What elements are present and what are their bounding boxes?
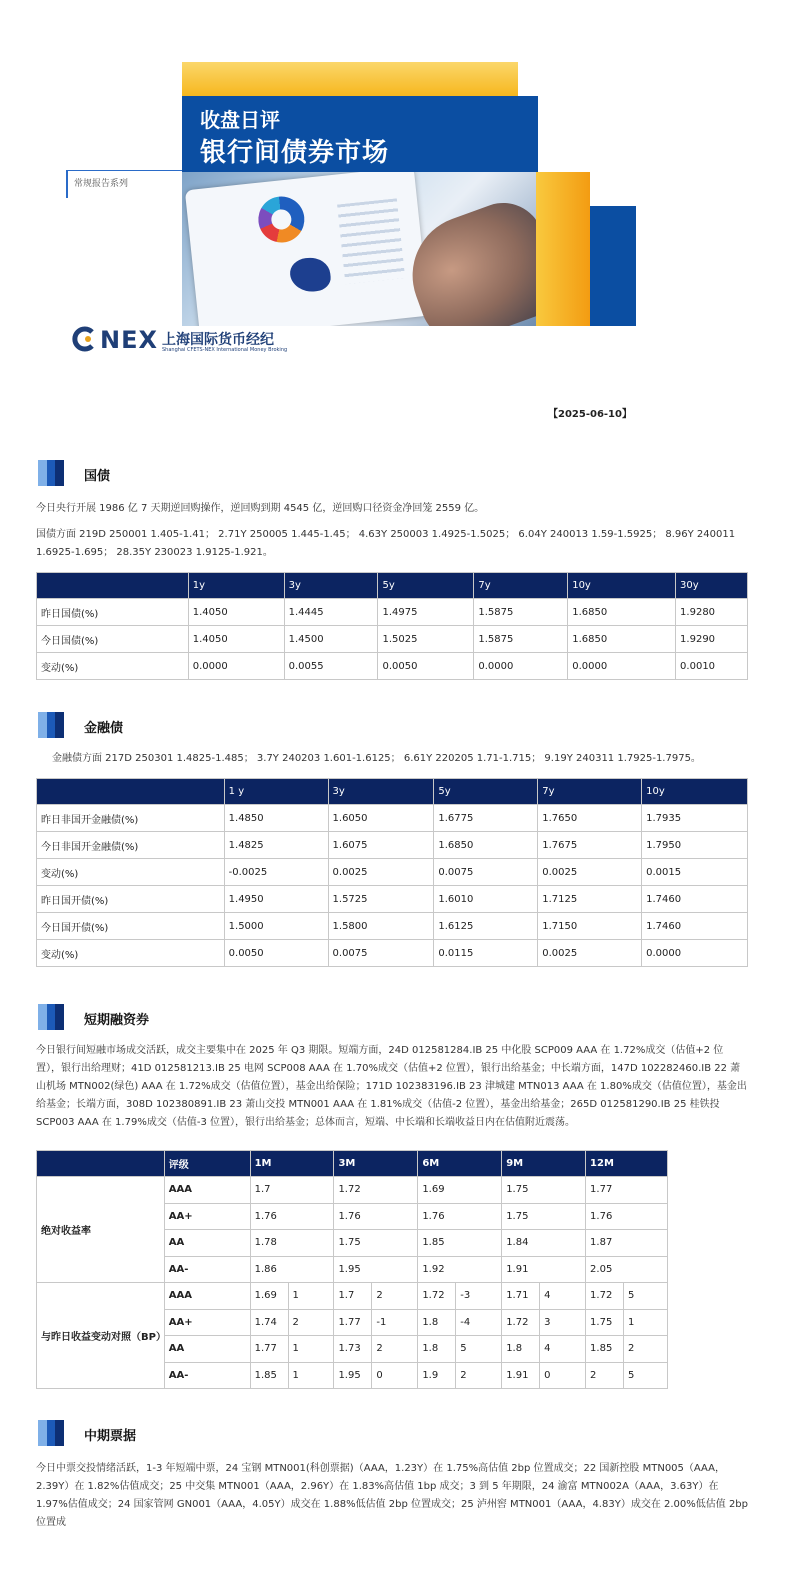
table-cell: 1.76: [586, 1203, 668, 1230]
cover-title: 收盘日评: [200, 108, 280, 132]
table-cell: 1.5725: [328, 886, 434, 913]
row-group-label: 绝对收益率: [37, 1177, 165, 1283]
table-cell: -4: [456, 1309, 502, 1336]
table-header-cell: [37, 779, 225, 805]
table-cell: 0: [372, 1362, 418, 1389]
table-cell: 1.76: [334, 1203, 418, 1230]
table-cell: 1.75: [586, 1309, 624, 1336]
table-cell: 1: [288, 1283, 334, 1310]
row-group-label: 与昨日收益变动对照（BP）: [37, 1283, 165, 1389]
short-table: [36, 1150, 668, 1389]
table-cell: 1.71: [502, 1283, 540, 1310]
table-cell: 1.5800: [328, 913, 434, 940]
cover-photo: [182, 172, 536, 326]
table-cell: 1.6850: [434, 832, 538, 859]
tablet-illustration: [185, 172, 429, 326]
table-cell: 0.0075: [328, 940, 434, 967]
table-row: [37, 832, 748, 859]
table-row: [37, 653, 748, 680]
table-cell: AA-: [164, 1256, 250, 1283]
table-cell: 5: [456, 1336, 502, 1363]
table-cell: AAA: [164, 1177, 250, 1204]
table-cell: 1.77: [586, 1177, 668, 1204]
table-cell: AA-: [164, 1362, 250, 1389]
table-cell: 1.9: [418, 1362, 456, 1389]
table-cell: 0.0000: [568, 653, 676, 680]
table-header-cell: 1M: [250, 1151, 334, 1177]
table-cell: 0.0010: [676, 653, 748, 680]
section-title: 短期融资券: [84, 1013, 150, 1028]
table-cell: 1.7125: [538, 886, 642, 913]
table-cell: 2.05: [586, 1256, 668, 1283]
mid-paragraph-1: 今日中票交投情绪活跃，1-3 年短端中票，24 宝钢 MTN001(科创票据)（AAA，1.23Y）在 1.75%高估值 2bp 位置成交；22 国新控股 MTN005（AAA，2.39Y）在 1.82%估值成交；25 中交集 MTN001（AAA，2.96Y）在 1.83%高估值 1bp 成交；3 到 5 年期限，24 渝富 MTN002A（AAA，3.63Y）在 1.97%估值成交；24 国家管网 GN001（AAA，4.05Y）成交在 1.88%低估值 2bp 位置成交；25 泸州窖 MTN001（AAA，4.83Y）成交在 2.00%低估值 2bp 位置成: [36, 1463, 749, 1528]
table-cell: AAA: [164, 1283, 250, 1310]
table-cell: AA: [164, 1336, 250, 1363]
logo-mark-icon: [72, 326, 98, 352]
table-cell: 1.5875: [474, 599, 568, 626]
table-header-cell: 3y: [284, 573, 378, 599]
table-cell: 1.75: [502, 1203, 586, 1230]
table-cell: 0.0025: [538, 859, 642, 886]
logo-chinese-name: 上海国际货币经纪: [162, 332, 274, 348]
logo-english-name: Shanghai CFETS-NEX International Money Broking: [162, 347, 288, 353]
table-cell: 4: [540, 1283, 586, 1310]
table-cell: 变动(%): [37, 653, 189, 680]
table-header-cell: 30y: [676, 573, 748, 599]
table-cell: -3: [456, 1283, 502, 1310]
table-cell: 0.0015: [642, 859, 748, 886]
table-cell: 1.87: [586, 1230, 668, 1257]
table-cell: 5: [624, 1283, 668, 1310]
table-cell: 1.73: [334, 1336, 372, 1363]
map-icon: [289, 256, 332, 294]
table-header-cell: 7y: [538, 779, 642, 805]
table-cell: 1.7: [250, 1177, 334, 1204]
table-cell: 3: [540, 1309, 586, 1336]
section-bars-icon: [38, 460, 64, 486]
table-cell: 今日国开债(%): [37, 913, 225, 940]
table-header-cell: [37, 573, 189, 599]
table-cell: 1.84: [502, 1230, 586, 1257]
table-cell: 1.85: [250, 1362, 288, 1389]
table-header-cell: 5y: [378, 573, 474, 599]
table-cell: 1.69: [418, 1177, 502, 1204]
table-cell: 1.5875: [474, 626, 568, 653]
table-cell: 1: [288, 1336, 334, 1363]
table-cell: 1.74: [250, 1309, 288, 1336]
table-cell: 0.0025: [328, 859, 434, 886]
table-cell: 1.6850: [568, 599, 676, 626]
table-cell: 1.8: [418, 1336, 456, 1363]
table-cell: 1.7460: [642, 913, 748, 940]
table-row: [37, 805, 748, 832]
divider: [66, 170, 68, 198]
table-header-cell: 1y: [188, 573, 284, 599]
table-cell: 2: [586, 1362, 624, 1389]
table-cell: 1.8: [418, 1309, 456, 1336]
table-cell: 1.5025: [378, 626, 474, 653]
table-cell: 1.9290: [676, 626, 748, 653]
table-cell: 1.7: [334, 1283, 372, 1310]
table-cell: 1.4445: [284, 599, 378, 626]
section-title: 国债: [84, 469, 111, 484]
table-cell: 变动(%): [37, 940, 225, 967]
table-cell: 1.4050: [188, 599, 284, 626]
table-cell: 1.75: [334, 1230, 418, 1257]
table-cell: 0.0000: [188, 653, 284, 680]
table-cell: AA: [164, 1230, 250, 1257]
table-cell: 昨日国开债(%): [37, 886, 225, 913]
dashboard-lines-icon: [337, 198, 405, 284]
fin-paragraph-1: 金融债方面 217D 250301 1.4825-1.485； 3.7Y 240203 1.601-1.6125； 6.61Y 220205 1.71-1.715； 9.19Y 240311 1.7925-1.7975。: [52, 753, 701, 764]
table-cell: 1.6850: [568, 626, 676, 653]
table-cell: 1.9280: [676, 599, 748, 626]
table-header-cell: 10y: [568, 573, 676, 599]
table-cell: 1.95: [334, 1256, 418, 1283]
section-bars-icon: [38, 1004, 64, 1030]
table-cell: 1.76: [418, 1203, 502, 1230]
table-cell: 变动(%): [37, 859, 225, 886]
table-cell: 1.6010: [434, 886, 538, 913]
table-row: [37, 886, 748, 913]
table-row: [37, 913, 748, 940]
table-cell: 1.4975: [378, 599, 474, 626]
section-bars-icon: [38, 712, 64, 738]
cover-decoration-blue-right: [590, 206, 636, 326]
table-cell: 1: [624, 1309, 668, 1336]
table-cell: 1.6075: [328, 832, 434, 859]
table-cell: 1.78: [250, 1230, 334, 1257]
table-cell: 1.72: [418, 1283, 456, 1310]
table-cell: 1.91: [502, 1256, 586, 1283]
report-date: 【2025-06-10】: [548, 409, 632, 420]
gov-paragraph-2: 国债方面 219D 250001 1.405-1.41； 2.71Y 250005 1.445-1.45； 4.63Y 250003 1.4925-1.5025； 6.04Y 240013 1.59-1.5925； 8.96Y 240011 1.6925-1.695； 28.35Y 230023 1.9125-1.921。: [36, 529, 736, 558]
table-cell: 1.7675: [538, 832, 642, 859]
table-cell: 1.72: [586, 1283, 624, 1310]
table-header-cell: 10y: [642, 779, 748, 805]
series-label: 常规报告系列: [74, 179, 129, 189]
table-cell: 1.75: [502, 1177, 586, 1204]
section-bars-icon: [38, 1420, 64, 1446]
gov-table: [36, 572, 748, 680]
short-paragraph-1: 今日银行间短融市场成交活跃，成交主要集中在 2025 年 Q3 期限。短端方面，24D 012581284.IB 25 中化股 SCP009 AAA 在 1.72%成交（估值+2 位置），银行出给理财；41D 012581213.IB 25 电网 SCP008 AAA 在 1.70%成交（估值+2 位置），银行出给基金；中长端方面，147D 102282460.IB 22 萧山机场 MTN002(绿色) AAA 在 1.72%成交（估值位置），基金出给保险；171D 102383196.IB 23 津城建 MTN013 AAA 在 1.80%成交（估值位置），基金出给基金；长端方面，308D 102380891.IB 23 萧山交投 MTN001 AAA 在 1.81%成交（估值-2 位置），基金出给基金；265D 012581290.IB 25 桂铁投 SCP003 AAA 在 1.79%成交（估值-3 位置），银行出给基金；总体而言，短端、中长端和长端收益日内在估值附近震荡。: [36, 1045, 747, 1128]
table-cell: 0.0000: [642, 940, 748, 967]
table-header-cell: 5y: [434, 779, 538, 805]
table-header-cell: 7y: [474, 573, 568, 599]
table-row: [37, 626, 748, 653]
table-cell: 0.0075: [434, 859, 538, 886]
table-cell: 0.0055: [284, 653, 378, 680]
table-cell: 1.4500: [284, 626, 378, 653]
table-cell: 1.7650: [538, 805, 642, 832]
table-cell: AA+: [164, 1309, 250, 1336]
table-row: [37, 1177, 668, 1204]
table-cell: 1.6775: [434, 805, 538, 832]
table-cell: 1.7150: [538, 913, 642, 940]
table-cell: 1.7935: [642, 805, 748, 832]
table-cell: 1.6125: [434, 913, 538, 940]
table-row: [37, 599, 748, 626]
table-cell: 1.4850: [224, 805, 328, 832]
table-cell: 1.5000: [224, 913, 328, 940]
table-cell: 0.0050: [224, 940, 328, 967]
gov-paragraph-1: 今日央行开展 1986 亿 7 天期逆回购操作，逆回购到期 4545 亿，逆回购口径资金净回笼 2559 亿。: [36, 503, 485, 514]
table-header-cell: 3y: [328, 779, 434, 805]
table-header-cell: 12M: [586, 1151, 668, 1177]
table-cell: 1.72: [334, 1177, 418, 1204]
report-cover: [0, 0, 792, 360]
cover-subtitle: 银行间债券市场: [200, 138, 390, 168]
table-cell: 今日非国开金融债(%): [37, 832, 225, 859]
table-cell: 1.7460: [642, 886, 748, 913]
table-cell: 1.6050: [328, 805, 434, 832]
table-cell: 昨日非国开金融债(%): [37, 805, 225, 832]
table-cell: 0.0000: [474, 653, 568, 680]
table-cell: 1.7950: [642, 832, 748, 859]
table-row: [37, 940, 748, 967]
table-cell: 1.86: [250, 1256, 334, 1283]
table-cell: 1.72: [502, 1309, 540, 1336]
table-header-cell: 6M: [418, 1151, 502, 1177]
table-cell: -1: [372, 1309, 418, 1336]
cover-decoration-yellow-right: [536, 172, 590, 326]
table-row: [37, 1283, 668, 1310]
table-header-cell: [37, 1151, 165, 1177]
table-cell: 0.0025: [538, 940, 642, 967]
table-cell: AA+: [164, 1203, 250, 1230]
table-header-row: [37, 779, 748, 805]
table-cell: 1.4050: [188, 626, 284, 653]
table-cell: 2: [288, 1309, 334, 1336]
table-header-cell: 1 y: [224, 779, 328, 805]
table-header-cell: 评级: [164, 1151, 250, 1177]
table-header-cell: 9M: [502, 1151, 586, 1177]
table-cell: 0.0115: [434, 940, 538, 967]
table-cell: 2: [624, 1336, 668, 1363]
table-header-row: [37, 1151, 668, 1177]
table-cell: 1.92: [418, 1256, 502, 1283]
table-cell: 1.4825: [224, 832, 328, 859]
table-cell: 1.95: [334, 1362, 372, 1389]
table-cell: 1.8: [502, 1336, 540, 1363]
table-header-cell: 3M: [334, 1151, 418, 1177]
divider: [66, 170, 182, 171]
table-cell: 1.4950: [224, 886, 328, 913]
table-cell: 1.91: [502, 1362, 540, 1389]
table-cell: 1.85: [586, 1336, 624, 1363]
table-cell: 2: [372, 1336, 418, 1363]
cover-decoration-yellow: [182, 62, 518, 98]
table-cell: 0: [540, 1362, 586, 1389]
table-cell: 1.77: [334, 1309, 372, 1336]
table-cell: 1.77: [250, 1336, 288, 1363]
table-cell: 0.0050: [378, 653, 474, 680]
table-cell: -0.0025: [224, 859, 328, 886]
table-header-row: [37, 573, 748, 599]
table-cell: 1: [288, 1362, 334, 1389]
table-cell: 4: [540, 1336, 586, 1363]
table-cell: 1.69: [250, 1283, 288, 1310]
table-cell: 今日国债(%): [37, 626, 189, 653]
donut-chart-icon: [256, 194, 307, 245]
table-cell: 昨日国债(%): [37, 599, 189, 626]
table-row: [37, 859, 748, 886]
table-cell: 1.76: [250, 1203, 334, 1230]
section-title: 中期票据: [84, 1429, 137, 1444]
section-title: 金融债: [84, 721, 124, 736]
table-cell: 1.85: [418, 1230, 502, 1257]
table-cell: 5: [624, 1362, 668, 1389]
logo-text: NEX: [100, 326, 158, 354]
fin-table: [36, 778, 748, 967]
table-cell: 2: [456, 1362, 502, 1389]
table-cell: 2: [372, 1283, 418, 1310]
